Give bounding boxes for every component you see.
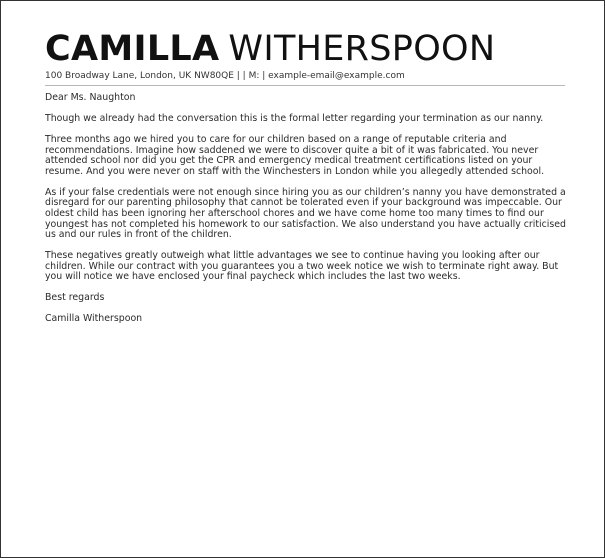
- signature: Camilla Witherspoon: [45, 313, 143, 325]
- paragraph-2: Three months ago we hired you to care for our children based on a range of reputable criteria and recommendations. Imagine how saddened we were to discover quite a bit of it was fabricated. You never attended school nor did you get the CPR and emergency medical treatment certifications listed on your resume. And you were never on staff with the Winchesters in London while you allegedly attended school.: [45, 133, 545, 177]
- closing: Best regards: [45, 292, 105, 304]
- sender-first-name: CAMILLA: [45, 29, 220, 69]
- paragraph-4: These negatives greatly outweigh what little advantages we see to continue having you looking after our children. While our contract with you guarantees you a two week notice we wish to terminate right away. But you will notice we have enclosed your final paycheck which includes the last two weeks.: [45, 250, 559, 283]
- paragraph-3: As if your false credentials were not enough since hiring you as our children’s nanny you have demonstrated a disregard for our parenting philosophy that cannot be tolerated even if your background was impeccable. Our oldest child has been ignoring her afterschool chores and we have come home too many times to find our youngest has not completed his homework to our satisfaction. We also understand you have actually criticised us and our rules in front of the children.: [45, 186, 566, 241]
- letter-body: [45, 93, 567, 335]
- sender-name: [45, 27, 495, 71]
- paragraph-1: Though we already had the conversation this is the formal letter regarding your termination as our nanny.: [45, 112, 544, 124]
- contact-line: 100 Broadway Lane, London, UK NW80QE | | M: | example-email@example.com: [45, 70, 565, 86]
- salutation: Dear Ms. Naughton: [45, 92, 136, 103]
- sender-last-name: WITHERSPOON: [228, 29, 496, 69]
